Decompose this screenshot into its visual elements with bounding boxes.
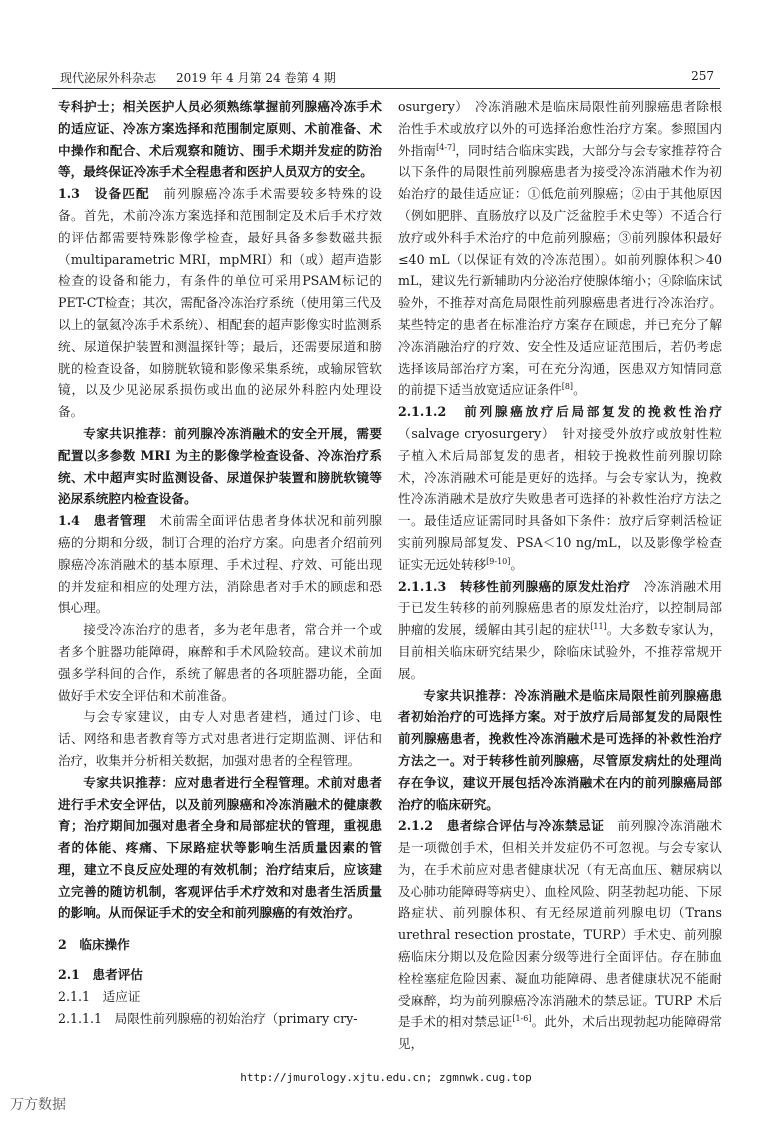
section-2-1-1-1-start: 2.1.1.1 局限性前列腺癌的初始治疗（primary cry- [58,1010,358,1026]
issue-info: 2019 年 4 月第 24 卷第 4 期 [176,71,336,85]
section-2-1-2 [398,815,722,1055]
left-column [58,96,382,1029]
citation: [11] [590,621,607,631]
text-run: ，同时结合临床实践，大部分与会专家推荐符合以下条件的局限性前列腺癌患者为接受冷冻消融术作为初始治疗的最佳适应证：①低危前列腺癌；②由于其他原因（例如肥胖、直肠放疗以及广泛盆腔手术史等）不适合行放疗或外科手术治疗的中危前列腺癌；③前列腺体积最好≤40 mL（以保证有效的冷冻范围）。如前列腺体积＞40 mL，建议先行新辅助内分泌治疗使腺体缩小；④除临床试验外，不推荐对高危局限性前列腺癌患者进行冷冻治疗。某些特定的患者在标准治疗方案存在顾虑，并已充分了解冷冻消融治疗的疗效、安全性及适应证范围后，若仍考虑选择该局部治疗方案，可在充分沟通，医患双方知情同意的前提下适当放宽适应证条件 [398,142,722,398]
right-column [398,96,722,1055]
watermark-text: 万方数据 [10,1097,66,1113]
text-run: 。 [573,382,586,398]
citation: [1-6] [512,1014,532,1024]
section-2-1-1-2 [398,401,722,575]
section-1-4 [58,510,382,619]
page-number: 257 [691,69,714,83]
text-run: 。 [510,556,523,572]
running-header [52,66,720,89]
text-run: 。大多数专家认为，目前相关临床研究结果少，除临床试验外，不推荐常规开展。 [398,622,723,681]
citation: [4-7] [436,142,456,152]
footer-url: http://jmurology.xjtu.edu.cn; zgmnwk.cug.top [240,1071,532,1084]
journal-name: 现代泌尿外科杂志 [60,71,157,85]
section-text: 冷冻消融术用于已发生转移的前列腺癌患者的原发灶治疗，以控制局部肿瘤的发展，缓解由其引起的症状 [398,578,722,638]
section-heading: 2.1.1.3 转移性前列腺癌的原发灶治疗 [398,578,631,594]
section-text: （salvage cryosurgery） 针对接受外放疗或放射性粒子植入术后局部复发的患者，相较于挽救性前列腺切除术，冷冻消融术可能是更好的选择。与会专家认为，挽救性冷冻消融术是放疗失败患者可选择的补救性治疗方法之一。最佳适应证需同时具备如下条件：放疗后穿刺活检证实前列腺局部复发、PSA＜10 ng/mL，以及影像学检查证实无远处转移 [398,425,722,572]
section-heading: 2.1.2 患者综合评估与冷冻禁忌证 [398,818,605,834]
section-text: 前列腺癌冷冻手术需要较多特殊的设备。首先，术前冷冻方案选择和范围制定及术后手术疗效的评估都需要特殊影像学检查，最好具备多参数磁共振（multiparametric MRI，mpMRI）和（或）超声造影检查的设备和能力，有条件的单位可采用PSAM标记的PET-CT检查；其次，需配备冷冻治疗系统（使用第三代及以上的氩氦冷冻手术系统）、相配套的超声影像实时监测系统、尿道保护装置和测温探针等；最后，还需要尿道和膀胱的检查设备，如膀胱软镜和影像采集系统，或输尿管软镜，以及少见泌尿系损伤或出血的泌尿外科腔内处理设备。 [58,186,382,420]
section-text: 前列腺冷冻消融术是一项微创手术，但相关并发症仍不可忽视。与会专家认为，在手术前应对患者健康状况（有无高血压、糖尿病以及心肺功能障碍等病史）、血栓风险、阴茎勃起功能、下尿路症状、前列腺体积、有无经尿道前列腺电切（Trans urethral resection prostate，TURP）手术史、前列腺癌临床分期以及危险因素分级等进行全面评估。存在肺血栓栓塞症危险因素、凝血功能障碍、患者健康状况不能耐受麻醉，均为前列腺癌冷冻消融术的禁忌证。TURP 术后是手术的相对禁忌证 [398,818,723,1030]
paragraph-elderly: 接受冷冻治疗的患者，多为老年患者，常合并一个或者多个脏器功能障碍，麻醉和手术风险较高。建议术前加强多学科间的合作，系统了解患者的各项脏器功能，全面做好手术安全评估和术前准备。 [58,622,382,703]
section-1-3 [58,183,382,423]
section-heading: 1.3 设备匹配 [58,186,150,202]
consensus-management: 专家共识推荐：应对患者进行全程管理。术前对患者进行手术安全评估，以及前列腺癌和冷冻消融术的健康教育；治疗期间加强对患者全身和局部症状的管理，重视患者的体能、疼痛、下尿路症状等影响生活质量因素的管理，建立不良反应处理的有效机制；治疗结束后，应该建立完善的随访机制，客观评估手术疗效和对患者生活质量的影响。从而保证手术的安全和前列腺癌的有效治疗。 [58,774,382,921]
section-2-1-1-3 [398,576,722,685]
section-2-heading: 2 临床操作 [58,937,130,953]
text-run: 。此外，术后出现勃起功能障碍常见， [398,1014,722,1052]
section-heading: 1.4 患者管理 [58,513,147,529]
section-2-1-1-heading: 2.1.1 适应证 [58,988,141,1004]
citation: [9-10] [486,556,511,566]
paragraph-primary-cryo [398,96,722,401]
citation: [8] [561,382,574,392]
consensus-indications: 专家共识推荐：冷冻消融术是临床局限性前列腺癌患者初始治疗的可选择方案。对于放疗后局部复发的局限性前列腺癌患者，挽救性冷冻消融术是可选择的补救性治疗方法之一。对于转移性前列腺癌，尽管原发病灶的处理尚存在争议，建议开展包括冷冻消融术在内的前列腺癌局部治疗的临床研究。 [398,687,722,812]
paragraph-expert: 与会专家建议，由专人对患者建档，通过门诊、电话、网络和患者教育等方式对患者进行定期监测、评估和治疗，收集并分析相关数据，加强对患者的全程管理。 [58,709,382,768]
paragraph-nurse: 专科护士；相关医护人员必须熟练掌握前列腺癌冷冻手术的适应证、冷冻方案选择和范围制定原则、术前准备、术中操作和配合、术后观察和随访、围手术期并发症的防治等，最终保证冷冻手术全程患者和医护人员双方的安全。 [58,99,382,180]
text-run: osurgery） 冷冻消融术是临床局限性前列腺癌患者除根治性手术或放疗以外的可选择治愈性治疗方案。参照国内外指南 [398,99,722,158]
section-text: 术前需全面评估患者身体状况和前列腺癌的分期和分级，制订合理的治疗方案。向患者介绍前列腺癌冷冻消融术的基本原理、手术过程、疗效、可能出现的并发症和相应的处理方法，消除患者对手术的顾虑和恐惧心理。 [58,513,382,616]
section-2-1-heading: 2.1 患者评估 [58,967,143,983]
consensus-equipment: 专家共识推荐：前列腺冷冻消融术的安全开展，需要配置以多参数 MRI 为主的影像学检查设备、冷冻治疗系统、术中超声实时监测设备、尿道保护装置和膀胱软镜等泌尿系统腔内检查设备。 [58,425,382,507]
section-heading: 2.1.1.2 前列腺癌放疗后局部复发的挽救性治疗 [398,404,722,420]
